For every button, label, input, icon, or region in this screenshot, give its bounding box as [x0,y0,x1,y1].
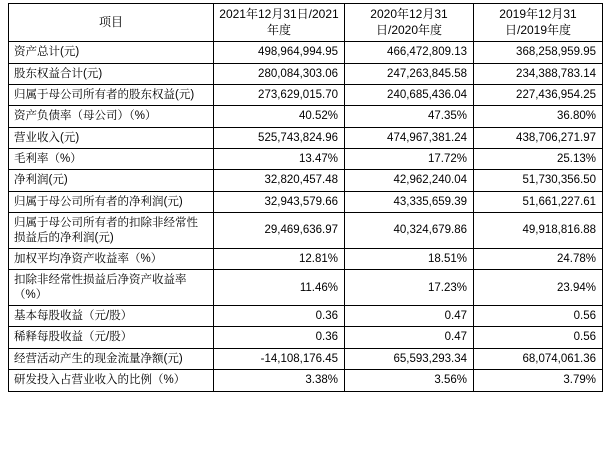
row-value-2021: 40.52% [214,106,345,127]
row-value-2020: 0.47 [345,327,474,348]
row-label: 营业收入(元) [9,127,214,148]
table-row [9,270,603,306]
row-label: 归属于母公司所有者的净利润(元) [9,191,214,212]
column-header-2021: 2021年12月31日/2021年度 [214,4,345,42]
table-row [9,149,603,170]
table-row [9,106,603,127]
row-label: 股东权益合计(元) [9,63,214,84]
row-value-2019: 49,918,816.88 [474,213,603,249]
row-value-2020: 65,593,293.34 [345,348,474,369]
table-row [9,306,603,327]
row-label: 归属于母公司所有者的股东权益(元) [9,84,214,105]
row-value-2020: 40,324,679.86 [345,213,474,249]
row-value-2020: 18.51% [345,248,474,269]
table-row [9,84,603,105]
row-value-2021: 525,743,824.96 [214,127,345,148]
table-row [9,370,603,391]
row-label: 扣除非经常性损益后净资产收益率（%） [9,270,214,306]
row-value-2019: 25.13% [474,149,603,170]
row-value-2021: 32,820,457.48 [214,170,345,191]
row-value-2019: 0.56 [474,306,603,327]
row-value-2020: 17.72% [345,149,474,170]
row-value-2019: 68,074,061.36 [474,348,603,369]
row-value-2020: 47.35% [345,106,474,127]
row-value-2020: 240,685,436.04 [345,84,474,105]
row-value-2021: 273,629,015.70 [214,84,345,105]
table-body [9,42,603,391]
table-header-row [9,4,603,42]
row-label: 归属于母公司所有者的扣除非经常性损益后的净利润(元) [9,213,214,249]
table-row [9,213,603,249]
row-value-2021: -14,108,176.45 [214,348,345,369]
row-value-2021: 0.36 [214,327,345,348]
column-header-2019: 2019年12月31日/2019年度 [474,4,603,42]
row-value-2019: 438,706,271.97 [474,127,603,148]
column-header-item: 项目 [9,4,214,42]
row-value-2020: 474,967,381.24 [345,127,474,148]
row-label: 净利润(元) [9,170,214,191]
table-row [9,63,603,84]
row-value-2021: 29,469,636.97 [214,213,345,249]
row-value-2021: 0.36 [214,306,345,327]
row-value-2021: 12.81% [214,248,345,269]
row-value-2021: 32,943,579.66 [214,191,345,212]
row-value-2020: 42,962,240.04 [345,170,474,191]
row-value-2019: 36.80% [474,106,603,127]
table-row [9,248,603,269]
row-value-2019: 0.56 [474,327,603,348]
row-value-2020: 466,472,809.13 [345,42,474,63]
financial-summary-table [8,3,603,392]
row-value-2019: 3.79% [474,370,603,391]
row-value-2020: 0.47 [345,306,474,327]
row-value-2021: 280,084,303.06 [214,63,345,84]
row-label: 稀释每股收益（元/股） [9,327,214,348]
row-value-2021: 3.38% [214,370,345,391]
row-value-2019: 234,388,783.14 [474,63,603,84]
row-value-2019: 51,730,356.50 [474,170,603,191]
table-row [9,191,603,212]
table-header [9,4,603,42]
row-label: 加权平均净资产收益率（%） [9,248,214,269]
row-label: 毛利率（%） [9,149,214,170]
row-value-2019: 24.78% [474,248,603,269]
table-row [9,42,603,63]
row-value-2019: 51,661,227.61 [474,191,603,212]
row-value-2019: 227,436,954.25 [474,84,603,105]
row-label: 资产负债率（母公司）（%） [9,106,214,127]
row-value-2021: 11.46% [214,270,345,306]
row-label: 基本每股收益（元/股） [9,306,214,327]
row-label: 研发投入占营业收入的比例（%） [9,370,214,391]
row-value-2019: 368,258,959.95 [474,42,603,63]
table-row [9,327,603,348]
row-label: 资产总计(元) [9,42,214,63]
table-row [9,127,603,148]
row-value-2020: 17.23% [345,270,474,306]
row-value-2019: 23.94% [474,270,603,306]
table-row [9,170,603,191]
table-row [9,348,603,369]
column-header-2020: 2020年12月31日/2020年度 [345,4,474,42]
row-value-2021: 13.47% [214,149,345,170]
row-value-2021: 498,964,994.95 [214,42,345,63]
row-label: 经营活动产生的现金流量净额(元) [9,348,214,369]
row-value-2020: 3.56% [345,370,474,391]
row-value-2020: 43,335,659.39 [345,191,474,212]
row-value-2020: 247,263,845.58 [345,63,474,84]
